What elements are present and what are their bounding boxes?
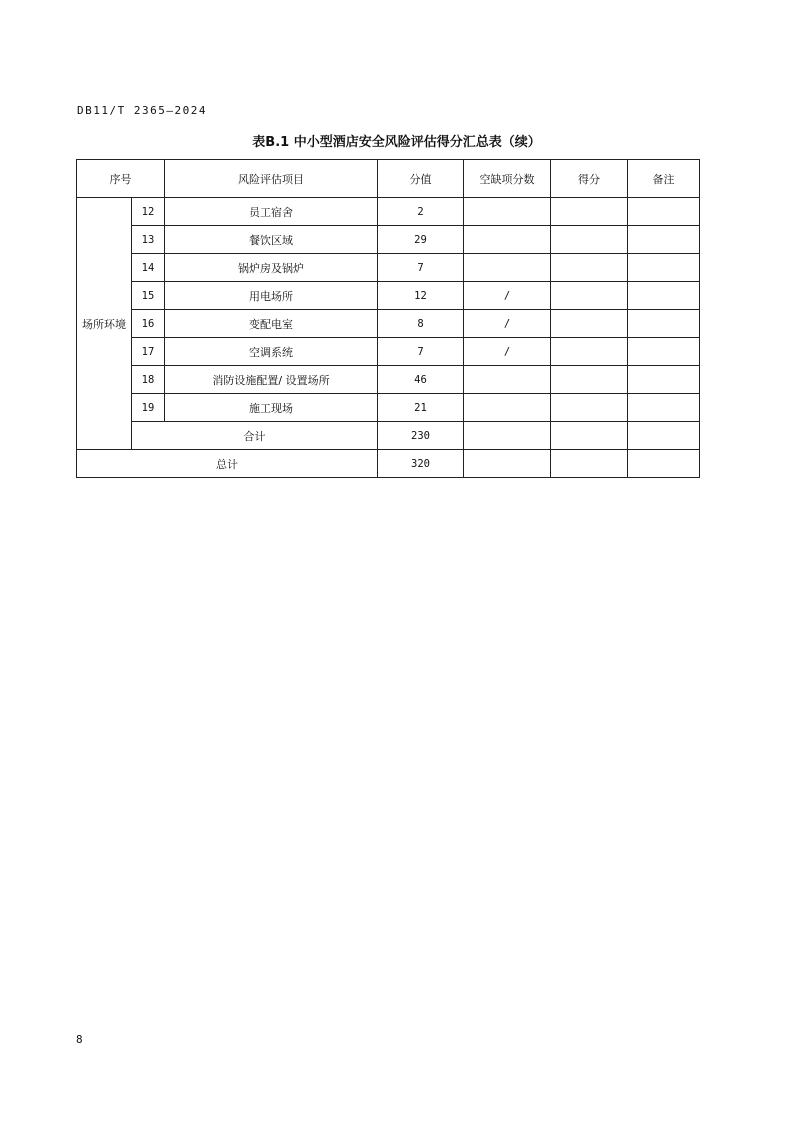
subtotal-value: 230 — [378, 422, 464, 450]
row-value: 21 — [378, 394, 464, 422]
table-row — [77, 310, 700, 338]
total-row — [77, 450, 700, 478]
subtotal-label: 合计 — [132, 422, 378, 450]
row-value: 46 — [378, 366, 464, 394]
row-score — [551, 254, 628, 282]
row-missing — [464, 366, 551, 394]
column-header-score: 得分 — [551, 160, 628, 198]
row-item: 员工宿舍 — [165, 198, 378, 226]
row-missing — [464, 198, 551, 226]
row-item: 餐饮区域 — [165, 226, 378, 254]
table-row — [77, 254, 700, 282]
row-remark — [628, 394, 700, 422]
row-remark — [628, 310, 700, 338]
group-label-cell: 场所环境 — [77, 198, 132, 450]
row-number: 17 — [132, 338, 165, 366]
row-item: 施工现场 — [165, 394, 378, 422]
page-number: 8 — [76, 1033, 83, 1046]
row-score — [551, 282, 628, 310]
table-row — [77, 394, 700, 422]
row-item: 变配电室 — [165, 310, 378, 338]
total-remark — [628, 450, 700, 478]
total-label: 总计 — [77, 450, 378, 478]
row-item: 锅炉房及锅炉 — [165, 254, 378, 282]
subtotal-remark — [628, 422, 700, 450]
row-score — [551, 198, 628, 226]
table-row — [77, 198, 700, 226]
row-missing: / — [464, 282, 551, 310]
row-number: 12 — [132, 198, 165, 226]
row-score — [551, 366, 628, 394]
row-item: 消防设施配置/ 设置场所 — [165, 366, 378, 394]
total-value: 320 — [378, 450, 464, 478]
row-item: 空调系统 — [165, 338, 378, 366]
column-header-index: 序号 — [77, 160, 165, 198]
row-missing: / — [464, 310, 551, 338]
row-missing — [464, 394, 551, 422]
row-number: 16 — [132, 310, 165, 338]
table-header-row — [77, 160, 700, 198]
row-number: 18 — [132, 366, 165, 394]
row-number: 14 — [132, 254, 165, 282]
row-score — [551, 310, 628, 338]
row-number: 15 — [132, 282, 165, 310]
column-header-item: 风险评估项目 — [165, 160, 378, 198]
row-missing — [464, 254, 551, 282]
row-missing — [464, 226, 551, 254]
row-remark — [628, 366, 700, 394]
standard-code: DB11/T 2365—2024 — [77, 104, 207, 117]
row-score — [551, 338, 628, 366]
row-remark — [628, 198, 700, 226]
column-header-remark: 备注 — [628, 160, 700, 198]
row-value: 7 — [378, 338, 464, 366]
subtotal-row — [77, 422, 700, 450]
row-value: 8 — [378, 310, 464, 338]
row-value: 7 — [378, 254, 464, 282]
subtotal-score — [551, 422, 628, 450]
total-missing — [464, 450, 551, 478]
table-title: 表B.1 中小型酒店安全风险评估得分汇总表（续） — [252, 135, 541, 150]
row-value: 2 — [378, 198, 464, 226]
row-number: 13 — [132, 226, 165, 254]
column-header-score-value: 分值 — [378, 160, 464, 198]
row-value: 12 — [378, 282, 464, 310]
row-score — [551, 226, 628, 254]
subtotal-missing — [464, 422, 551, 450]
row-score — [551, 394, 628, 422]
table-row — [77, 338, 700, 366]
row-remark — [628, 254, 700, 282]
row-remark — [628, 338, 700, 366]
table-row — [77, 226, 700, 254]
total-score — [551, 450, 628, 478]
row-item: 用电场所 — [165, 282, 378, 310]
column-header-missing-count: 空缺项分数 — [464, 160, 551, 198]
row-remark — [628, 282, 700, 310]
table-row — [77, 282, 700, 310]
row-missing: / — [464, 338, 551, 366]
score-summary-table — [76, 159, 700, 478]
row-number: 19 — [132, 394, 165, 422]
row-value: 29 — [378, 226, 464, 254]
table-row — [77, 366, 700, 394]
row-remark — [628, 226, 700, 254]
